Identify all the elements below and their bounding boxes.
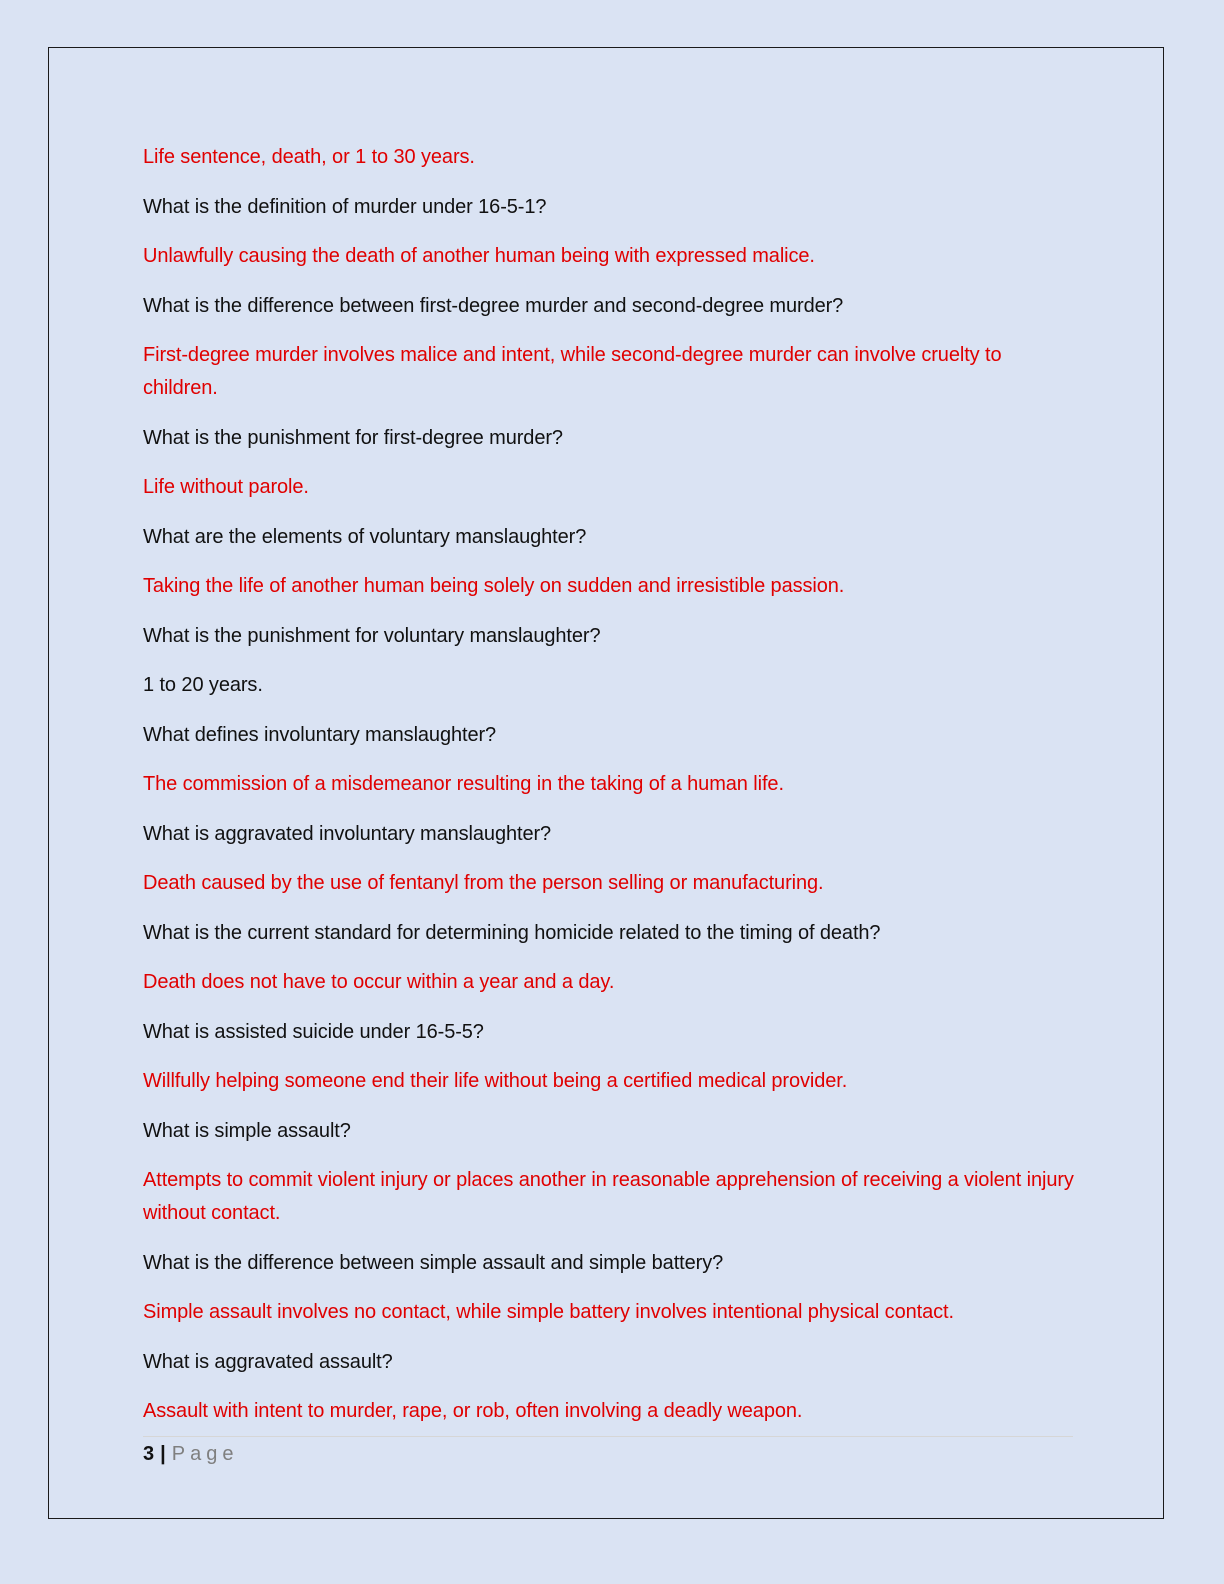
answer-text: Taking the life of another human being solely on sudden and irresistible passion. — [143, 575, 845, 597]
question-text: What is the difference between first-degree murder and second-degree murder? — [143, 294, 844, 317]
answer-text: Assault with intent to murder, rape, or rob, often involving a deadly weapon. — [143, 1400, 803, 1422]
question-text: What is the current standard for determining homicide related to the timing of death? — [143, 921, 881, 944]
answer-text: Death caused by the use of fentanyl from the person selling or manufacturing. — [143, 872, 824, 894]
question-text: What is the punishment for voluntary manslaughter? — [143, 624, 601, 647]
answer-text: Willfully helping someone end their life without being a certified medical provider. — [143, 1070, 848, 1092]
question-text: What is assisted suicide under 16-5-5? — [143, 1020, 484, 1043]
answer-text: Life without parole. — [143, 476, 309, 498]
question-text: What is aggravated involuntary manslaughter? — [143, 822, 552, 845]
answer-text-plain: 1 to 20 years. — [143, 674, 263, 696]
question-text: What is the difference between simple assault and simple battery? — [143, 1251, 724, 1274]
answer-text: Life sentence, death, or 1 to 30 years. — [143, 146, 475, 168]
question-text: What defines involuntary manslaughter? — [143, 723, 497, 746]
question-text: What is the definition of murder under 16-5-1? — [143, 195, 547, 218]
footer-divider — [143, 1436, 1073, 1437]
answer-text: Attempts to commit violent injury or places another in reasonable apprehension of receiving a violent injury without contact. — [143, 1169, 1074, 1224]
answer-text: The commission of a misdemeanor resulting in the taking of a human life. — [143, 773, 784, 795]
answer-text: First-degree murder involves malice and intent, while second-degree murder can involve cruelty to children. — [143, 344, 1002, 399]
answer-text: Unlawfully causing the death of another human being with expressed malice. — [143, 245, 815, 267]
question-text: What are the elements of voluntary manslaughter? — [143, 525, 587, 548]
document-body — [143, 141, 1078, 1445]
page-number: 3 — [143, 1443, 155, 1465]
answer-text: Simple assault involves no contact, while simple battery involves intentional physical contact. — [143, 1301, 954, 1323]
question-text: What is aggravated assault? — [143, 1350, 393, 1373]
question-text: What is simple assault? — [143, 1119, 351, 1142]
page-separator: | — [160, 1443, 166, 1465]
page-label: Page — [171, 1443, 239, 1465]
answer-text: Death does not have to occur within a year and a day. — [143, 971, 615, 993]
page-footer — [143, 1440, 238, 1468]
question-text: What is the punishment for first-degree murder? — [143, 426, 563, 449]
